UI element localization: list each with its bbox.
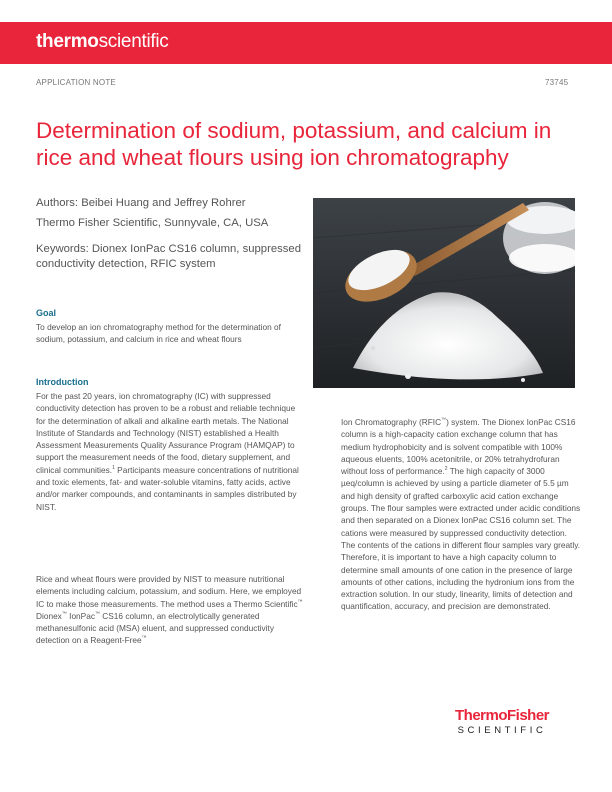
page-title: Determination of sodium, potassium, and calcium in rice and wheat flours using ion chromatography <box>36 118 552 170</box>
authors-line: Authors: Beibei Huang and Jeffrey Rohrer <box>36 197 246 209</box>
thermo-scientific-logo: thermoscientific <box>36 31 169 52</box>
goal-text: To develop an ion chromatography method for the determination of sodium, potassium, and calcium in rice and wheat flours <box>36 322 281 345</box>
intro-paragraph-2: Rice and wheat flours were provided by NIST to measure nutritional elements including calcium, potassium, and sodium. Here, we employed IC to make those measurements. The method uses a Thermo Scientific™ Dionex™ IonPac™ CS16 column, an electrolytically generated methanesulfonic acid (MSA) eluent, and suppressed conductivity detection on a Reagent-Free™ <box>36 574 303 646</box>
intro-paragraph-1: For the past 20 years, ion chromatography (IC) with suppressed conductivity detection has proven to be a robust and reliable technique for the determination of alkali and alkaline earth metals. The National Institute of Standards and Technology (NIST) established a Health Assessment Measurements Quality Assurance Program (HAMQAP) to support the measurement needs of the food, dietary supplement, and clinical communities.$^1$ Participants measure concentrations of nutritional and toxic elements, fat- and water-soluble vitamins, fatty acids, active and/or marker compounds, and contaminants in samples distributed by NIST. <box>36 391 299 512</box>
thermo-fisher-logo: ThermoFisher SCIENTIFIC <box>455 707 550 736</box>
header-bar <box>0 22 612 64</box>
authors-block <box>36 193 316 233</box>
affiliation-line: Thermo Fisher Scientific, Sunnyvale, CA, USA <box>36 217 269 229</box>
keywords: Keywords: Dionex IonPac CS16 column, suppressed conductivity detection, RFIC system <box>36 243 301 270</box>
introduction-heading: Introduction <box>36 377 89 387</box>
doc-number: 73745 <box>545 78 569 87</box>
flour-photo <box>313 198 575 388</box>
doc-type-label: APPLICATION NOTE <box>36 78 116 87</box>
goal-heading: Goal <box>36 308 57 318</box>
intro-column-2: Ion Chromatography (RFIC™) system. The Dionex IonPac CS16 column is a high-capacity cation exchange column that has medium hydrophobicity and is solvent compatible with 100% aqueous eluents, 100% acetonitrile, or 20% tetrahydrofuran without loss of performance.$^2$ The high capacity of 3000 µeq/column is achieved by using a particle diameter of 5.5 µm and high density of grafted carboxylic acid cation exchange groups. The flour samples were extracted under acidic conditions and then separated on a Dionex IonPac CS16 column set. The cations were measured by suppressed conductivity detection. The contents of the cations in different flour samples vary greatly. Therefore, it is important to have a high capacity column to determine small amounts of one cation in the presence of large amounts of other cations, including the hydronium ions from the extraction solution. In our study, linearity, limits of detection and quantification, accuracy, and precision are demonstrated. <box>341 417 581 612</box>
